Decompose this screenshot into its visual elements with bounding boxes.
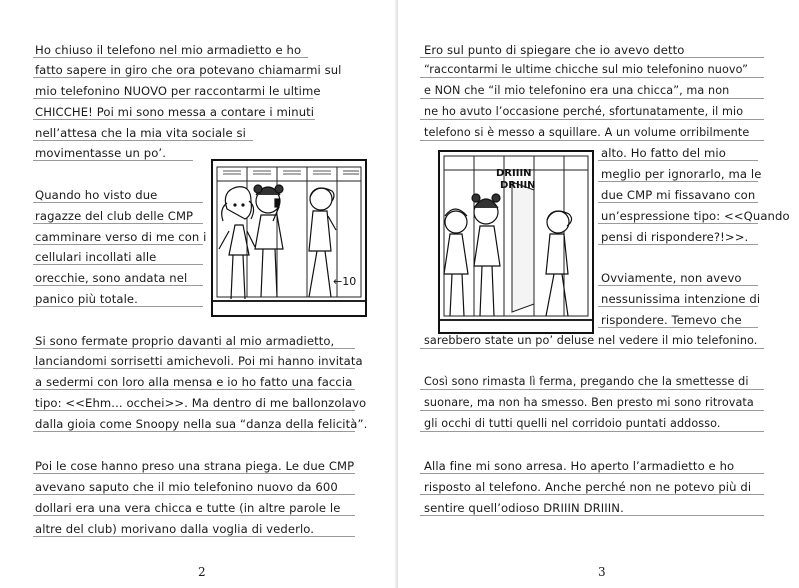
ruled-line bbox=[33, 140, 253, 141]
ruled-line bbox=[420, 348, 764, 349]
ruled-line bbox=[33, 306, 203, 307]
ruled-line bbox=[33, 348, 355, 349]
ruled-line bbox=[420, 140, 764, 141]
right-page bbox=[398, 0, 799, 588]
text-line: dalla gioia come Snoopy nella sua “danza della felicità”. bbox=[35, 417, 368, 431]
text-line: Quando ho visto due bbox=[35, 188, 158, 202]
ruled-line bbox=[420, 410, 764, 411]
ruled-line bbox=[33, 431, 355, 432]
text-line: risposto al telefono. Anche perché non ne potevo più di bbox=[424, 480, 752, 494]
text-line: fatto sapere in giro che ora potevano chiamarmi sul bbox=[35, 63, 342, 77]
ruled-line bbox=[33, 119, 315, 120]
text-line: Si sono fermate proprio davanti al mio armadietto, bbox=[35, 334, 335, 348]
illustration-drawing bbox=[440, 152, 592, 332]
text-line: a sedermi con loro alla mensa e io ho fatto una faccia bbox=[35, 375, 353, 389]
ruled-line bbox=[33, 389, 355, 390]
text-line: dollari era una vera chicca e tutte (in altre parole le bbox=[35, 501, 341, 515]
text-line: panico più totale. bbox=[35, 292, 138, 306]
text-line: un’espressione tipo: <<Quando bbox=[601, 209, 790, 223]
illustration-girls-with-phones bbox=[211, 159, 367, 317]
ruled-line bbox=[420, 77, 764, 78]
ruled-line bbox=[33, 536, 355, 537]
ruled-line bbox=[420, 57, 764, 58]
page-number: 2 bbox=[198, 565, 206, 579]
ruled-line bbox=[598, 244, 758, 245]
left-page bbox=[0, 0, 398, 588]
text-line: CHICCHE! Poi mi sono messa a contare i minuti bbox=[35, 105, 315, 119]
text-line: meglio per ignorarlo, ma le bbox=[601, 167, 762, 181]
text-line: altre del club) morivano dalla voglia di vederlo. bbox=[35, 522, 315, 536]
ruled-line bbox=[598, 160, 758, 161]
ruled-line bbox=[598, 223, 758, 224]
ruled-line bbox=[33, 410, 355, 411]
text-line: Ovviamente, non avevo bbox=[601, 271, 742, 285]
ruled-line bbox=[598, 285, 758, 286]
text-line: ragazze del club delle CMP bbox=[35, 209, 194, 223]
ruled-line bbox=[33, 494, 355, 495]
text-line: suonare, ma non ha smesso. Ben presto mi sono ritrovata bbox=[424, 396, 754, 409]
ruled-line bbox=[420, 98, 764, 99]
ruled-line bbox=[33, 515, 355, 516]
ruled-line bbox=[33, 77, 311, 78]
ruled-line bbox=[33, 202, 203, 203]
ruled-line bbox=[420, 119, 764, 120]
ruled-line bbox=[33, 57, 308, 58]
page-number: 3 bbox=[598, 565, 606, 579]
ringing-sound-label: DRIIIN bbox=[496, 168, 532, 179]
ruled-line bbox=[598, 181, 758, 182]
text-line: Ho chiuso il telefono nel mio armadietto e ho bbox=[35, 43, 302, 57]
ruled-line bbox=[33, 368, 355, 369]
text-line: movimentasse un po’. bbox=[35, 146, 166, 160]
text-line: Così sono rimasta lì ferma, pregando che la smettesse di bbox=[424, 375, 749, 388]
ruled-line bbox=[420, 431, 764, 432]
text-line: alto. Ho fatto del mio bbox=[601, 146, 726, 160]
ruled-line bbox=[33, 98, 313, 99]
ruled-line bbox=[33, 244, 203, 245]
ringing-sound-label: DRIIIN bbox=[500, 180, 536, 191]
ruled-line bbox=[598, 327, 758, 328]
text-line: Alla fine mi sono arresa. Ho aperto l’armadietto e ho bbox=[424, 459, 735, 473]
text-line: avevano saputo che il mio telefonino nuovo da 600 bbox=[35, 480, 338, 494]
ruled-line bbox=[420, 494, 764, 495]
text-line: nessunissima intenzione di bbox=[601, 292, 761, 306]
text-line: mio telefonino NUOVO per raccontarmi le ultime bbox=[35, 84, 321, 98]
text-line: camminare verso di me con i bbox=[35, 230, 207, 244]
text-line: telefono si è messo a squillare. A un volume orribilmente bbox=[424, 126, 750, 139]
ruled-line bbox=[33, 285, 203, 286]
text-line: tipo: <<Ehm... occhei>>. Ma dentro di me ballonzolavo bbox=[35, 396, 367, 410]
text-line: sarebbero state un po’ deluse nel vedere il mio telefonino. bbox=[424, 334, 758, 347]
text-line: gli occhi di tutti quelli nel corridoio puntati addosso. bbox=[424, 417, 721, 430]
ruled-line bbox=[420, 515, 764, 516]
text-line: sentire quell’odioso DRIIIN DRIIIN. bbox=[424, 501, 624, 515]
text-line: pensi di rispondere?!>>. bbox=[601, 230, 749, 244]
ruled-line bbox=[33, 473, 355, 474]
ruled-line bbox=[420, 389, 764, 390]
ruled-line bbox=[33, 160, 193, 161]
text-line: due CMP mi fissavano con bbox=[601, 188, 756, 202]
illustration-phone-ringing bbox=[438, 150, 594, 334]
text-line: lanciandomi sorrisetti amichevoli. Poi mi hanno invitata bbox=[35, 354, 363, 368]
text-line: Ero sul punto di spiegare che io avevo detto bbox=[424, 43, 685, 57]
text-line: nell’attesa che la mia vita sociale si bbox=[35, 126, 246, 140]
text-line: e NON che “il mio telefonino era una chicca”, ma non bbox=[424, 84, 730, 97]
text-line: rispondere. Temevo che bbox=[601, 313, 742, 327]
text-line: “raccontarmi le ultime chicche sul mio telefonino nuovo” bbox=[424, 63, 749, 76]
ruled-line bbox=[33, 223, 203, 224]
illustration-drawing bbox=[213, 161, 365, 315]
ruled-line bbox=[420, 473, 764, 474]
illustration-label: ←10 bbox=[333, 275, 357, 288]
text-line: ne ho avuto l’occasione perché, sfortunatamente, il mio bbox=[424, 105, 744, 118]
ruled-line bbox=[598, 306, 758, 307]
text-line: Poi le cose hanno preso una strana piega. Le due CMP bbox=[35, 459, 355, 473]
ruled-line bbox=[598, 202, 758, 203]
ruled-line bbox=[33, 264, 203, 265]
text-line: cellulari incollati alle bbox=[35, 250, 157, 264]
text-line: orecchie, sono andata nel bbox=[35, 271, 188, 285]
